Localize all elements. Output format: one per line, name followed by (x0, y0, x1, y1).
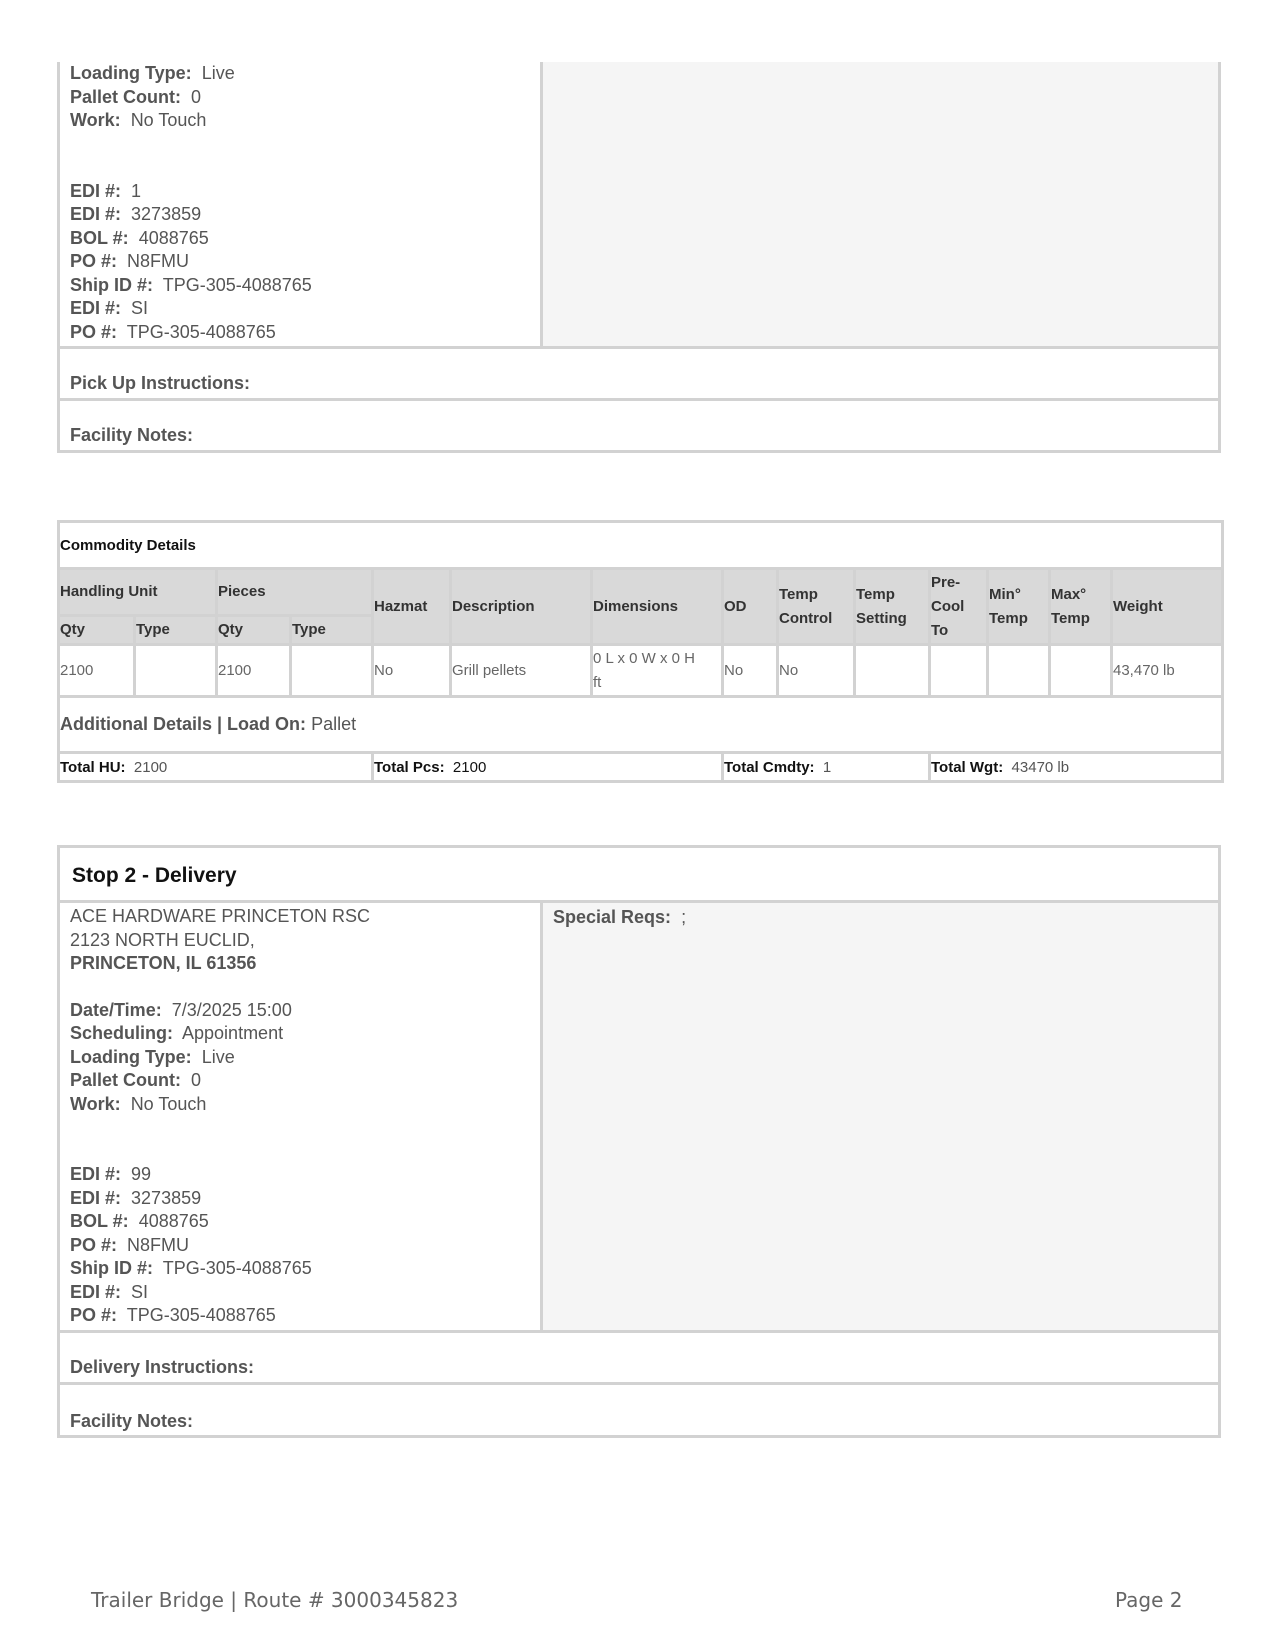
ref-line: Ship ID #: TPG-305-4088765 (70, 274, 312, 295)
header-min-temp: Min° Temp (988, 569, 1050, 645)
commodity-table (57, 520, 1224, 783)
total-pcs: Total Pcs: 2100 (373, 753, 723, 782)
total-wgt: Total Wgt: 43470 lb (930, 753, 1223, 782)
special-reqs-line: Special Reqs: ; (553, 907, 687, 927)
header-hu-type: Type (135, 616, 217, 645)
table-row (59, 645, 1223, 697)
stop-2-title: Stop 2 - Delivery (60, 848, 1218, 903)
loading-type-line: Loading Type: Live (70, 63, 235, 83)
ref-line: BOL #: 4088765 (70, 227, 209, 248)
header-pcs-qty: Qty (217, 616, 291, 645)
work-line: Work: No Touch (70, 1093, 207, 1114)
stop-1-details (60, 62, 543, 346)
cell-hu-type (135, 645, 217, 697)
address-name: ACE HARDWARE PRINCETON RSC (70, 906, 371, 926)
ref-line: EDI #: SI (70, 298, 149, 318)
ref-line: EDI #: 99 (70, 1164, 152, 1184)
address-city: PRINCETON, IL 61356 (70, 953, 257, 973)
commodity-details-section (57, 520, 1221, 783)
pallet-count-line: Pallet Count: 0 (70, 1070, 202, 1090)
ref-line: EDI #: 3273859 (70, 204, 202, 224)
header-weight: Weight (1112, 569, 1223, 645)
header-handling-unit: Handling Unit (59, 569, 217, 616)
footer-page-number: Page 2 (1115, 1588, 1183, 1612)
ref-line: BOL #: 4088765 (70, 1211, 209, 1231)
delivery-instructions: Delivery Instructions: (60, 1330, 1218, 1382)
total-cmdty: Total Cmdty: 1 (723, 753, 930, 782)
header-pcs-type: Type (291, 616, 373, 645)
stop-1-details-row (60, 62, 1218, 346)
header-temp-control: Temp Control (778, 569, 855, 645)
cell-precool (930, 645, 988, 697)
pallet-count-line: Pallet Count: 0 (70, 86, 202, 107)
total-hu: Total HU: 2100 (59, 753, 373, 782)
address-street: 2123 NORTH EUCLID, (70, 929, 255, 950)
cell-pcs-type (291, 645, 373, 697)
date-time-line: Date/Time: 7/3/2025 15:00 (70, 999, 292, 1020)
header-max-temp: Max° Temp (1050, 569, 1112, 645)
header-description: Description (451, 569, 592, 645)
cell-hu-qty: 2100 (59, 645, 135, 697)
cell-hazmat: No (373, 645, 451, 697)
cell-description: Grill pellets (451, 645, 592, 697)
ref-line: PO #: TPG-305-4088765 (70, 1305, 276, 1325)
header-pieces: Pieces (217, 569, 373, 616)
totals-row (59, 753, 1223, 782)
loading-type-line: Loading Type: Live (70, 1046, 235, 1067)
stop-2-details (60, 903, 543, 1330)
cell-temp-setting (855, 645, 930, 697)
cell-weight: 43,470 lb (1112, 645, 1223, 697)
ref-line: EDI #: 3273859 (70, 1187, 202, 1208)
ref-line: PO #: TPG-305-4088765 (70, 321, 276, 342)
ref-line: EDI #: 1 (70, 180, 142, 201)
cell-temp-control: No (778, 645, 855, 697)
ref-line: PO #: N8FMU (70, 251, 190, 271)
header-dimensions: Dimensions (592, 569, 723, 645)
header-precool: Pre- Cool To (930, 569, 988, 645)
ref-line: Ship ID #: TPG-305-4088765 (70, 1258, 312, 1278)
special-reqs-panel (543, 903, 1218, 1330)
stop-2-details-row (60, 903, 1218, 1330)
additional-details: Additional Details | Load On: Pallet (59, 697, 1223, 753)
footer-route: Trailer Bridge | Route # 3000345823 (91, 1588, 459, 1612)
cell-dimensions: 0 L x 0 W x 0 H ft (592, 645, 723, 697)
cell-max-temp (1050, 645, 1112, 697)
header-hu-qty: Qty (59, 616, 135, 645)
facility-notes: Facility Notes: (60, 398, 1218, 450)
header-temp-setting: Temp Setting (855, 569, 930, 645)
facility-notes: Facility Notes: (60, 1382, 1218, 1435)
cell-min-temp (988, 645, 1050, 697)
stop-1-special-reqs-panel (543, 62, 1218, 346)
cell-pcs-qty: 2100 (217, 645, 291, 697)
work-line: Work: No Touch (70, 110, 207, 130)
scheduling-line: Scheduling: Appointment (70, 1023, 284, 1043)
cell-od: No (723, 645, 778, 697)
pickup-instructions: Pick Up Instructions: (60, 346, 1218, 398)
header-od: OD (723, 569, 778, 645)
ref-line: EDI #: SI (70, 1281, 149, 1302)
header-hazmat: Hazmat (373, 569, 451, 645)
stop-1-section (57, 62, 1221, 453)
commodity-title: Commodity Details (59, 522, 1223, 569)
ref-line: PO #: N8FMU (70, 1234, 190, 1255)
stop-2-section (57, 845, 1221, 1438)
